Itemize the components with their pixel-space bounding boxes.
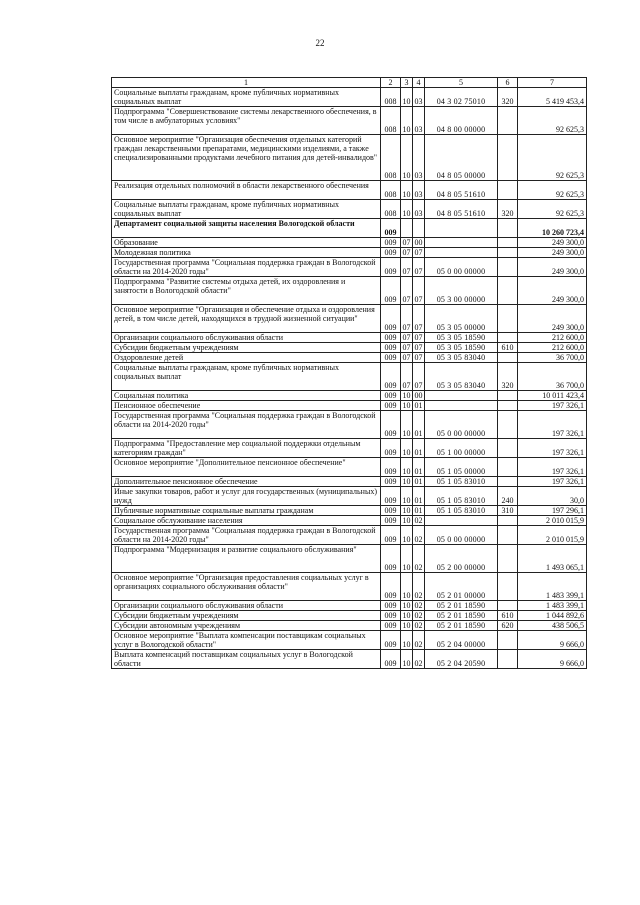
target-article-code: 05 0 00 00000 xyxy=(425,526,498,545)
row-name: Иные закупки товаров, работ и услуг для государственных (муниципальных) нужд xyxy=(112,487,381,506)
amount: 212 600,0 xyxy=(518,343,587,353)
row-name: Подпрограмма "Развитие системы отдыха детей, их оздоровления и занятости в Вологодской области" xyxy=(112,277,381,305)
subsection-code: 07 xyxy=(414,248,423,257)
column-header: 6 xyxy=(498,78,518,88)
subsection-code: 03 xyxy=(413,107,425,135)
row-name: Выплата компенсаций поставщикам социальных услуг в Вологодской области xyxy=(112,650,381,669)
subsection-code: 01 xyxy=(414,401,423,410)
section-code: 10 xyxy=(402,401,411,410)
subsection-code: 02 xyxy=(413,526,425,545)
row-name: Публичные нормативные социальные выплаты гражданам xyxy=(112,506,381,516)
row-name: Социальная политика xyxy=(112,391,381,401)
section-code: 10 xyxy=(401,88,413,107)
table-row xyxy=(112,88,587,107)
expense-type-code xyxy=(498,238,518,248)
table-row xyxy=(112,411,587,439)
target-article-code: 05 2 04 00000 xyxy=(425,631,498,650)
target-article-code: 05 1 05 83010 xyxy=(425,477,498,487)
target-article-code: 04 8 05 51610 xyxy=(425,181,498,200)
amount: 5 419 453,4 xyxy=(518,88,587,107)
amount: 92 625,3 xyxy=(518,200,587,219)
ved-code: 009 xyxy=(381,305,401,333)
amount: 9 666,0 xyxy=(518,650,587,669)
subsection-code: 07 xyxy=(414,343,423,352)
target-article-code xyxy=(425,401,498,411)
expense-type-code: 240 xyxy=(498,487,518,506)
amount: 438 506,5 xyxy=(518,621,587,631)
target-article-code: 05 3 05 83040 xyxy=(425,363,498,391)
table-row xyxy=(112,200,587,219)
table-row xyxy=(112,363,587,391)
target-article-code: 05 2 01 18590 xyxy=(425,601,498,611)
expense-type-code xyxy=(498,458,518,477)
amount: 10 260 723,4 xyxy=(518,219,587,238)
subsection-code: 02 xyxy=(413,545,425,573)
row-name: Департамент социальной защиты населения Вологодской области xyxy=(112,219,381,238)
table-row xyxy=(112,487,587,506)
row-name: Молодежная политика xyxy=(112,248,381,258)
row-name: Социальные выплаты гражданам, кроме публичных нормативных социальных выплат xyxy=(112,363,381,391)
section-code: 07 xyxy=(402,353,411,362)
target-article-code: 05 2 01 18590 xyxy=(425,621,498,631)
row-name: Субсидии бюджетным учреждениям xyxy=(112,611,381,621)
target-article-code xyxy=(425,516,498,526)
ved-code: 008 xyxy=(381,107,401,135)
row-name: Подпрограмма "Совершенствование системы лекарственного обеспечения, в том числе в амбулаторных условиях" xyxy=(112,107,381,135)
target-article-code: 04 3 02 75010 xyxy=(425,88,498,107)
table-row xyxy=(112,401,587,411)
ved-code: 009 xyxy=(381,248,401,258)
expense-type-code: 620 xyxy=(498,621,518,631)
amount: 10 011 423,4 xyxy=(518,391,587,401)
table-row xyxy=(112,219,587,238)
target-article-code: 04 8 05 51610 xyxy=(425,200,498,219)
amount: 30,0 xyxy=(518,487,587,506)
section-code: 10 xyxy=(402,477,411,486)
amount: 36 700,0 xyxy=(518,353,587,363)
table-row xyxy=(112,333,587,343)
ved-code: 009 xyxy=(381,238,401,248)
amount: 197 326,1 xyxy=(518,439,587,458)
subsection-code: 02 xyxy=(414,601,423,610)
section-code: 10 xyxy=(401,411,413,439)
expense-type-code xyxy=(498,391,518,401)
ved-code: 009 xyxy=(381,611,401,621)
target-article-code: 04 8 05 00000 xyxy=(425,135,498,181)
amount: 249 300,0 xyxy=(518,238,587,248)
row-name: Подпрограмма "Модернизация и развитие социального обслуживания" xyxy=(112,545,381,573)
section-code: 07 xyxy=(402,238,411,247)
subsection-code: 01 xyxy=(414,506,423,515)
table-row xyxy=(112,391,587,401)
expense-type-code: 610 xyxy=(498,343,518,353)
row-name: Оздоровление детей xyxy=(112,353,381,363)
section-code: 07 xyxy=(402,248,411,257)
expense-type-code xyxy=(498,401,518,411)
expense-type-code xyxy=(498,477,518,487)
row-name: Субсидии бюджетным учреждениям xyxy=(112,343,381,353)
table-row xyxy=(112,135,587,181)
table-row xyxy=(112,545,587,573)
subsection-code: 02 xyxy=(413,573,425,601)
column-header: 7 xyxy=(518,78,587,88)
section-code: 07 xyxy=(401,363,413,391)
section-code: 07 xyxy=(401,305,413,333)
ved-code: 009 xyxy=(381,411,401,439)
ved-code: 009 xyxy=(381,277,401,305)
section-code: 10 xyxy=(401,181,413,200)
expense-type-code xyxy=(498,219,518,238)
column-header: 3 xyxy=(401,78,413,88)
subsection-code: 02 xyxy=(414,621,423,630)
target-article-code: 05 2 04 20590 xyxy=(425,650,498,669)
column-header: 2 xyxy=(381,78,401,88)
table-row xyxy=(112,107,587,135)
amount: 1 483 399,1 xyxy=(518,573,587,601)
ved-code: 009 xyxy=(381,573,401,601)
table-row xyxy=(112,343,587,353)
table-row xyxy=(112,353,587,363)
section-code: 10 xyxy=(401,573,413,601)
target-article-code xyxy=(425,219,498,238)
ved-code: 008 xyxy=(381,200,401,219)
amount: 1 483 399,1 xyxy=(518,601,587,611)
subsection-code: 03 xyxy=(413,200,425,219)
section-code: 10 xyxy=(401,631,413,650)
ved-code: 009 xyxy=(381,258,401,277)
expense-type-code xyxy=(498,650,518,669)
row-name: Государственная программа "Социальная поддержка граждан в Вологодской области на 2014-2020 годы" xyxy=(112,526,381,545)
row-name: Подпрограмма "Предоставление мер социальной поддержки отдельным категориям граждан" xyxy=(112,439,381,458)
amount: 249 300,0 xyxy=(518,258,587,277)
target-article-code: 05 1 05 83010 xyxy=(425,506,498,516)
row-name: Основное мероприятие "Организация обеспечения отдельных категорий граждан лекарственными препаратами, медицинскими изделиями, а также специализированными продуктами лечебного питания для детей-инвалидов" xyxy=(112,135,381,181)
target-article-code: 05 3 00 00000 xyxy=(425,277,498,305)
subsection-code: 03 xyxy=(413,181,425,200)
ved-code: 009 xyxy=(381,333,401,343)
column-header: 4 xyxy=(413,78,425,88)
subsection-code: 01 xyxy=(413,411,425,439)
section-code: 10 xyxy=(401,135,413,181)
subsection-code: 07 xyxy=(414,353,423,362)
table-row xyxy=(112,458,587,477)
target-article-code: 05 1 05 83010 xyxy=(425,487,498,506)
subsection-code: 01 xyxy=(414,477,423,486)
target-article-code: 05 1 00 00000 xyxy=(425,439,498,458)
target-article-code: 05 3 05 18590 xyxy=(425,333,498,343)
expense-type-code xyxy=(498,135,518,181)
section-code: 10 xyxy=(402,506,411,515)
expense-type-code xyxy=(498,411,518,439)
section-code: 10 xyxy=(401,650,413,669)
section-code: 10 xyxy=(402,621,411,630)
amount: 92 625,3 xyxy=(518,135,587,181)
row-name: Основное мероприятие "Организация предоставления социальных услуг в организациях социального обслуживания области" xyxy=(112,573,381,601)
subsection-code xyxy=(413,219,425,238)
row-name: Социальные выплаты гражданам, кроме публичных нормативных социальных выплат xyxy=(112,200,381,219)
amount: 249 300,0 xyxy=(518,305,587,333)
amount: 1 044 892,6 xyxy=(518,611,587,621)
section-code xyxy=(401,219,413,238)
amount: 197 296,1 xyxy=(518,506,587,516)
amount: 92 625,3 xyxy=(518,181,587,200)
row-name: Дополнительное пенсионное обеспечение xyxy=(112,477,381,487)
target-article-code: 05 3 05 83040 xyxy=(425,353,498,363)
ved-code: 009 xyxy=(381,439,401,458)
column-header: 1 xyxy=(112,78,381,88)
ved-code: 008 xyxy=(381,135,401,181)
row-name: Субсидии автономным учреждениям xyxy=(112,621,381,631)
expense-type-code xyxy=(498,631,518,650)
subsection-code: 02 xyxy=(413,650,425,669)
table-header-row xyxy=(112,78,587,88)
expense-type-code xyxy=(498,601,518,611)
row-name: Государственная программа "Социальная поддержка граждан в Вологодской области на 2014-2020 годы" xyxy=(112,258,381,277)
amount: 2 010 015,9 xyxy=(518,526,587,545)
ved-code: 009 xyxy=(381,506,401,516)
expense-type-code xyxy=(498,258,518,277)
table-row xyxy=(112,258,587,277)
ved-code: 009 xyxy=(381,343,401,353)
row-name: Основное мероприятие "Организация и обеспечение отдыха и оздоровления детей, в том числе детей, находящихся в трудной жизненной ситуации" xyxy=(112,305,381,333)
amount: 9 666,0 xyxy=(518,631,587,650)
table-row xyxy=(112,238,587,248)
target-article-code xyxy=(425,248,498,258)
section-code: 10 xyxy=(402,601,411,610)
section-code: 07 xyxy=(401,258,413,277)
ved-code: 008 xyxy=(381,88,401,107)
row-name: Государственная программа "Социальная поддержка граждан в Вологодской области на 2014-2020 годы" xyxy=(112,411,381,439)
expense-type-code: 320 xyxy=(498,363,518,391)
table-row xyxy=(112,305,587,333)
table-row xyxy=(112,631,587,650)
row-name: Социальные выплаты гражданам, кроме публичных нормативных социальных выплат xyxy=(112,88,381,107)
budget-table xyxy=(111,77,587,669)
ved-code: 008 xyxy=(381,181,401,200)
expense-type-code: 320 xyxy=(498,88,518,107)
amount: 197 326,1 xyxy=(518,401,587,411)
target-article-code: 05 1 05 00000 xyxy=(425,458,498,477)
target-article-code: 05 0 00 00000 xyxy=(425,411,498,439)
expense-type-code xyxy=(498,181,518,200)
subsection-code: 00 xyxy=(414,238,423,247)
expense-type-code xyxy=(498,248,518,258)
amount: 92 625,3 xyxy=(518,107,587,135)
subsection-code: 02 xyxy=(414,516,423,525)
expense-type-code xyxy=(498,333,518,343)
subsection-code: 02 xyxy=(413,631,425,650)
table-row xyxy=(112,611,587,621)
table-row xyxy=(112,621,587,631)
table-row xyxy=(112,248,587,258)
ved-code: 009 xyxy=(381,526,401,545)
target-article-code: 05 2 00 00000 xyxy=(425,545,498,573)
target-article-code: 05 0 00 00000 xyxy=(425,258,498,277)
section-code: 10 xyxy=(401,458,413,477)
amount: 212 600,0 xyxy=(518,333,587,343)
table-row xyxy=(112,526,587,545)
expense-type-code: 610 xyxy=(498,611,518,621)
table-row xyxy=(112,516,587,526)
row-name: Реализация отдельных полномочий в области лекарственного обеспечения xyxy=(112,181,381,200)
row-name: Основное мероприятие "Дополнительное пенсионное обеспечение" xyxy=(112,458,381,477)
expense-type-code xyxy=(498,353,518,363)
subsection-code: 00 xyxy=(414,391,423,400)
amount: 2 010 015,9 xyxy=(518,516,587,526)
ved-code: 009 xyxy=(381,545,401,573)
subsection-code: 03 xyxy=(413,88,425,107)
page-number: 22 xyxy=(315,38,325,48)
expense-type-code: 310 xyxy=(498,506,518,516)
table-row xyxy=(112,573,587,601)
expense-type-code xyxy=(498,439,518,458)
section-code: 10 xyxy=(402,611,411,620)
row-name: Пенсионное обеспечение xyxy=(112,401,381,411)
subsection-code: 07 xyxy=(413,363,425,391)
amount: 197 326,1 xyxy=(518,411,587,439)
section-code: 10 xyxy=(402,516,411,525)
ved-code: 009 xyxy=(381,219,401,238)
subsection-code: 01 xyxy=(413,487,425,506)
subsection-code: 01 xyxy=(413,439,425,458)
section-code: 10 xyxy=(401,200,413,219)
row-name: Организации социального обслуживания области xyxy=(112,333,381,343)
table-row xyxy=(112,506,587,516)
subsection-code: 01 xyxy=(413,458,425,477)
amount: 197 326,1 xyxy=(518,477,587,487)
ved-code: 009 xyxy=(381,631,401,650)
ved-code: 009 xyxy=(381,477,401,487)
ved-code: 009 xyxy=(381,458,401,477)
amount: 1 493 065,1 xyxy=(518,545,587,573)
target-article-code: 05 3 05 00000 xyxy=(425,305,498,333)
ved-code: 009 xyxy=(381,516,401,526)
amount: 249 300,0 xyxy=(518,248,587,258)
section-code: 07 xyxy=(402,343,411,352)
expense-type-code xyxy=(498,516,518,526)
row-name: Образование xyxy=(112,238,381,248)
ved-code: 009 xyxy=(381,363,401,391)
expense-type-code xyxy=(498,277,518,305)
ved-code: 009 xyxy=(381,650,401,669)
table-row xyxy=(112,477,587,487)
subsection-code: 07 xyxy=(413,258,425,277)
section-code: 10 xyxy=(401,487,413,506)
expense-type-code xyxy=(498,526,518,545)
ved-code: 009 xyxy=(381,621,401,631)
amount: 197 326,1 xyxy=(518,458,587,477)
target-article-code: 05 3 05 18590 xyxy=(425,343,498,353)
ved-code: 009 xyxy=(381,401,401,411)
target-article-code: 05 2 01 18590 xyxy=(425,611,498,621)
target-article-code xyxy=(425,238,498,248)
section-code: 07 xyxy=(402,333,411,342)
subsection-code: 07 xyxy=(414,333,423,342)
target-article-code: 05 2 01 00000 xyxy=(425,573,498,601)
table-row xyxy=(112,601,587,611)
subsection-code: 07 xyxy=(413,305,425,333)
expense-type-code xyxy=(498,305,518,333)
ved-code: 009 xyxy=(381,391,401,401)
section-code: 10 xyxy=(401,107,413,135)
section-code: 10 xyxy=(401,526,413,545)
table-row xyxy=(112,277,587,305)
table-row xyxy=(112,439,587,458)
row-name: Организации социального обслуживания области xyxy=(112,601,381,611)
expense-type-code xyxy=(498,107,518,135)
target-article-code xyxy=(425,391,498,401)
section-code: 10 xyxy=(401,439,413,458)
table-row xyxy=(112,650,587,669)
ved-code: 009 xyxy=(381,601,401,611)
subsection-code: 07 xyxy=(413,277,425,305)
section-code: 10 xyxy=(402,391,411,400)
amount: 36 700,0 xyxy=(518,363,587,391)
amount: 249 300,0 xyxy=(518,277,587,305)
table-row xyxy=(112,181,587,200)
subsection-code: 03 xyxy=(413,135,425,181)
subsection-code: 02 xyxy=(414,611,423,620)
expense-type-code xyxy=(498,573,518,601)
expense-type-code: 320 xyxy=(498,200,518,219)
row-name: Социальное обслуживание населения xyxy=(112,516,381,526)
row-name: Основное мероприятие "Выплата компенсации поставщикам социальных услуг в Вологодской области" xyxy=(112,631,381,650)
section-code: 10 xyxy=(401,545,413,573)
expense-type-code xyxy=(498,545,518,573)
ved-code: 009 xyxy=(381,487,401,506)
ved-code: 009 xyxy=(381,353,401,363)
column-header: 5 xyxy=(425,78,498,88)
section-code: 07 xyxy=(401,277,413,305)
target-article-code: 04 8 00 00000 xyxy=(425,107,498,135)
